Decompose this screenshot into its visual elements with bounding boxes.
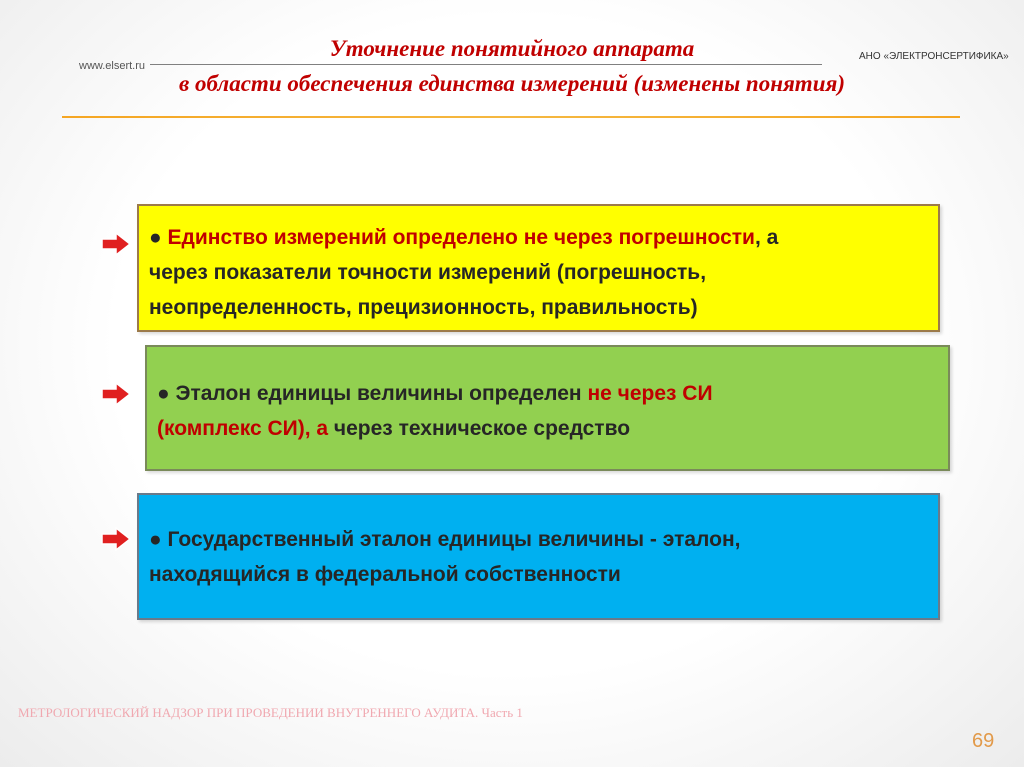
title-line-1: Уточнение понятийного аппарата [329, 36, 695, 61]
organization-name: АНО «ЭЛЕКТРОНСЕРТИФИКА» [859, 51, 1009, 62]
box-text: Государственный эталон единицы величины - эталон, [167, 528, 741, 551]
bullet: ● [149, 226, 162, 249]
box-line: находящийся в федеральной собственности [149, 563, 621, 586]
box-line: через показатели точности измерений (погрешность, [149, 261, 707, 284]
bullet: ● [157, 382, 170, 405]
header-divider [62, 116, 960, 118]
box-text: через техническое средство [328, 417, 631, 440]
highlight-text: Единство измерений определено не через погрешности [167, 226, 755, 249]
unit-standard-box [145, 345, 950, 471]
footer-text: МЕТРОЛОГИЧЕСКИЙ НАДЗОР ПРИ ПРОВЕДЕНИИ ВНУТРЕННЕГО АУДИТА. Часть 1 [18, 705, 523, 720]
bullet: ● [149, 528, 162, 551]
site-url: www.elsert.ru [79, 60, 146, 72]
highlight-text: не через СИ [587, 382, 713, 405]
box-line: неопределенность, прецизионность, правильность) [149, 296, 698, 319]
highlight-text: (комплекс СИ), а [157, 417, 329, 440]
unity-of-measurements-box [137, 204, 940, 332]
box-line [149, 522, 924, 557]
state-standard-box [137, 493, 940, 620]
red-arrow-icon [100, 527, 132, 551]
title-line-2: в области обеспечения единства измерений (изменены понятия) [178, 71, 845, 96]
box-text: , а [754, 226, 779, 249]
red-arrow-icon [100, 232, 132, 256]
red-arrow-icon [100, 382, 132, 406]
box-line [157, 376, 934, 411]
box-line [149, 220, 924, 255]
box-text: Эталон единицы величины определен [175, 382, 588, 405]
page-number: 69 [972, 730, 995, 752]
box-line [157, 411, 934, 446]
title-underline [150, 64, 822, 65]
